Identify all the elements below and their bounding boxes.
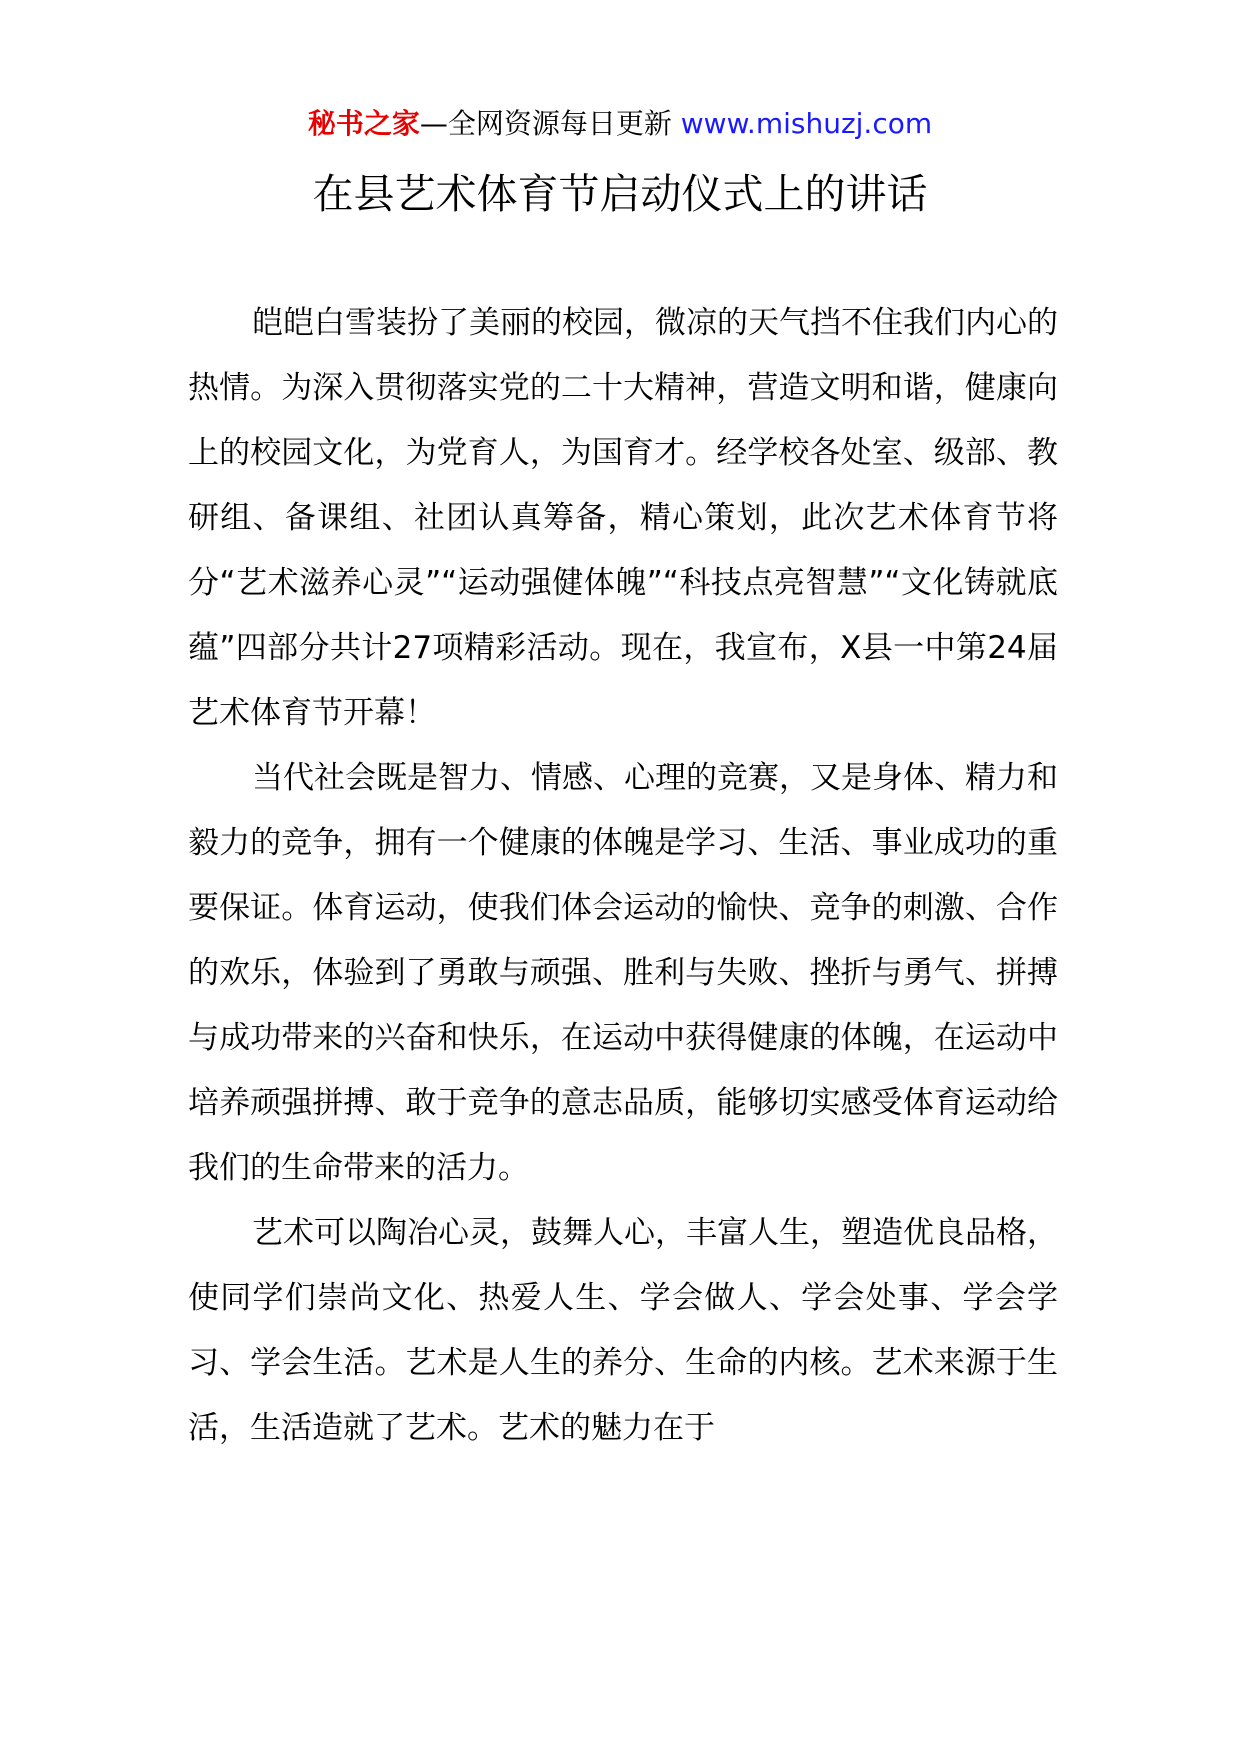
document-title: 在县艺术体育节启动仪式上的讲话	[312, 170, 928, 218]
paragraph-3: 艺术可以陶冶心灵，鼓舞人心，丰富人生，塑造优良品格，使同学们崇尚文化、热爱人生、学会做人、学会处事、学会学习、学会生活。艺术是人生的养分、生命的内核。艺术来源于生活，生活造就了艺术。艺术的魅力在于	[188, 1215, 1058, 1446]
paragraph-2: 当代社会既是智力、情感、心理的竞赛，又是身体、精力和毅力的竞争，拥有一个健康的体魄是学习、生活、事业成功的重要保证。体育运动，使我们体会运动的愉快、竞争的刺激、合作的欢乐，体验到了勇敢与顽强、胜利与失败、挫折与勇气、拼搏与成功带来的兴奋和快乐，在运动中获得健康的体魄，在运动中培养顽强拼搏、敢于竞争的意志品质，能够切实感受体育运动给我们的生命带来的活力。	[188, 760, 1058, 1186]
site-header	[0, 104, 1240, 144]
site-url-link[interactable]: www.mishuzj.com	[680, 107, 933, 140]
brand-name: 秘书之家	[307, 107, 420, 140]
header-tagline: —全网资源每日更新	[419, 107, 681, 140]
document-body	[188, 291, 1058, 1461]
paragraph-1: 皑皑白雪装扮了美丽的校园，微凉的天气挡不住我们内心的热情。为深入贯彻落实党的二十大精神，营造文明和谐，健康向上的校园文化，为党育人，为国育才。经学校各处室、级部、教研组、备课组、社团认真筹备，精心策划，此次艺术体育节将分“艺术滋养心灵”“运动强健体魄”“科技点亮智慧”“文化铸就底蕴”四部分共计27项精彩活动。现在，我宣布，X县一中第24届艺术体育节开幕！	[188, 305, 1058, 731]
